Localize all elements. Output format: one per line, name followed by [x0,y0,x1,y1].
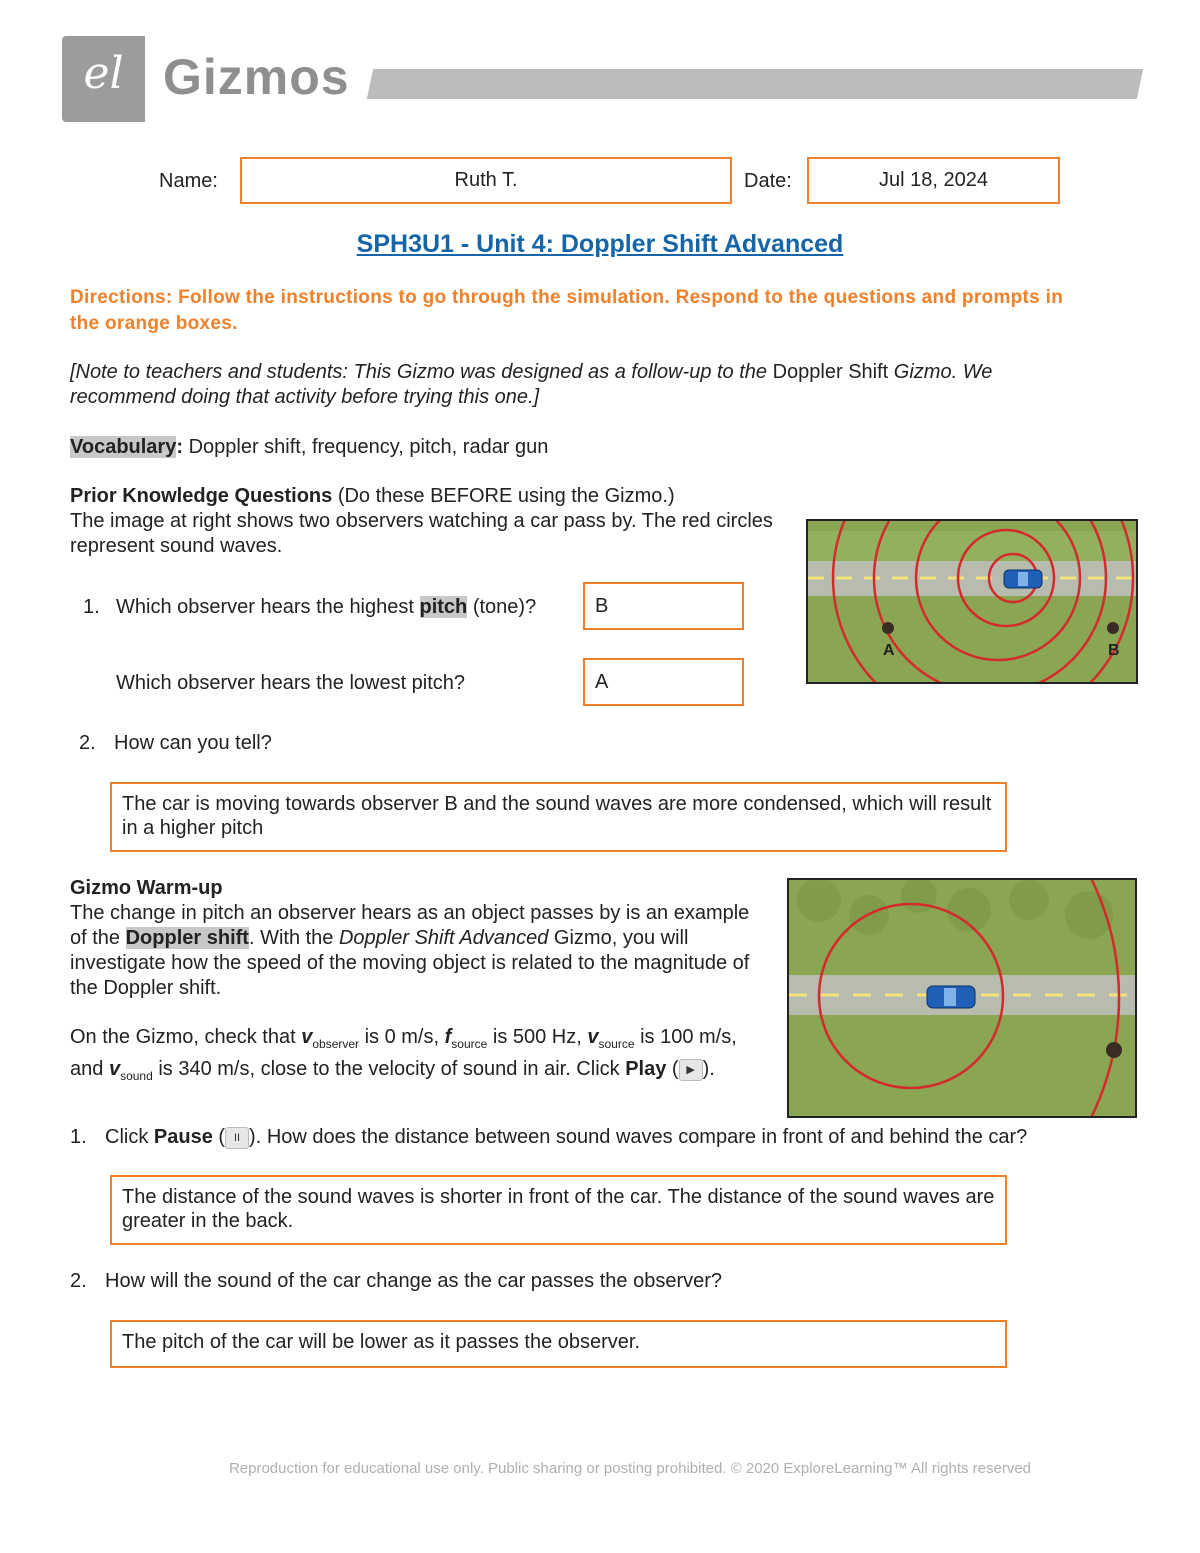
observer-a-label: A [883,642,895,659]
teacher-note [70,360,1100,410]
warmup-p2-a: On the Gizmo, check that [70,1026,302,1048]
note-middle: Doppler Shift [772,361,889,383]
page-title: SPH3U1 - Unit 4: Doppler Shift Advanced [356,230,844,258]
header-bar [367,69,1143,99]
highest-pitch-answer[interactable]: B [583,582,744,630]
note-after: Gizmo. We recommend doing that activity before trying this one.] [70,361,993,408]
warmup-p2-g: ). [702,1058,715,1080]
doppler-image-observers [806,519,1138,684]
play-icon[interactable]: ▶ [679,1059,703,1081]
warmup-paragraph-1 [70,901,770,1001]
prior-q2: How can you tell? [114,732,272,754]
logo-glyph: el [83,48,124,99]
lowest-pitch-answer[interactable]: A [583,658,744,706]
doppler-image-car [787,878,1137,1118]
vocab-text: Doppler shift, frequency, pitch, radar gun [183,436,549,458]
warmup-p2-b: is 0 m/s, [359,1026,445,1048]
warmup-q1-a: Click [105,1126,154,1148]
vocabulary [70,435,548,460]
observer-subscript: observer [312,1037,360,1051]
pause-icon[interactable]: II [225,1127,249,1149]
v-observer-symbol: v [301,1026,313,1048]
name-label: Name: [159,170,218,192]
warmup-p1-a: The change in pitch an observer hears as an object passes by is an example of the [70,902,750,949]
warmup-q2: How will the sound of the car change as the car passes the observer? [105,1270,723,1292]
warmup-q1 [105,1125,1105,1150]
note-before: [Note to teachers and students: This Gizmo was designed as a follow-up to the [70,361,773,383]
date-label: Date: [744,170,792,192]
directions: Directions: Follow the instructions to go through the simulation. Respond to the questions and prompts in the orange boxes. [70,287,1064,334]
v-sound-symbol: v [108,1058,121,1080]
f-source-symbol: f [444,1026,452,1048]
warmup-heading-text: Gizmo Warm-up [70,877,223,899]
f-source-subscript: source [451,1037,488,1051]
prior-heading-title: Prior Knowledge Questions [70,485,333,507]
pause-word: Pause [153,1126,213,1148]
doppler-shift-term: Doppler shift [125,927,249,949]
how-can-you-tell-answer[interactable]: The car is moving towards observer B and the sound waves are more condensed, which will result in a higher pitch [110,782,1007,852]
warmup-q1-number: 1. [70,1126,87,1148]
prior-q1-after: (tone)? [467,596,537,618]
prior-q1-before: Which observer hears the highest [116,596,420,618]
warmup-p2-f: ( [666,1058,679,1080]
observer-b-label: B [1108,642,1120,659]
warmup-p2-c: is 500 Hz, [487,1026,588,1048]
vocab-label: Vocabulary [70,436,177,458]
warmup-q1-b: ( [212,1126,226,1148]
prior-q1-number: 1. [83,596,100,618]
gizmos-brand: Gizmos [163,49,350,105]
play-word: Play [625,1058,667,1080]
prior-q2-number: 2. [79,732,96,754]
prior-heading-note: (Do these BEFORE using the Gizmo.) [332,485,675,507]
warmup-p1-b: . With the [248,927,339,949]
sound-change-answer[interactable]: The pitch of the car will be lower as it passes the observer. [110,1320,1007,1368]
warmup-heading [70,876,223,901]
footer-copyright: Reproduction for educational use only. Public sharing or posting prohibited. © 2020 ExploreLearning™ All rights reserved [228,1460,1032,1477]
distance-comparison-answer[interactable]: The distance of the sound waves is shorter in front of the car. The distance of the sound waves are greater in the back. [110,1175,1007,1245]
prior-q1b: Which observer hears the lowest pitch? [116,672,466,694]
prior-intro: The image at right shows two observers watching a car pass by. The red circles represent sound waves. [70,510,773,557]
name-field[interactable]: Ruth T. [240,157,732,204]
prior-q1 [116,595,536,620]
warmup-p1-italic: Doppler Shift Advanced [338,927,549,949]
warmup-paragraph-2 [70,1025,770,1089]
warmup-q1-c: ). How does the distance between sound waves compare in front of and behind the car? [249,1126,1028,1148]
pitch-term: pitch [419,596,468,618]
prior-heading [70,484,675,509]
v-source-subscript: source [598,1037,635,1051]
warmup-p2-d: is 100 m/s, and [70,1026,737,1080]
date-field[interactable]: Jul 18, 2024 [807,157,1060,204]
v-source-symbol: v [587,1026,599,1048]
sound-subscript: sound [120,1069,153,1083]
observers-scene [808,521,1138,684]
car-scene [789,880,1137,1118]
warmup-q2-number: 2. [70,1270,87,1292]
gizmos-logo-mark [62,36,145,122]
vocab-colon: : [176,436,184,458]
warmup-p1-c: Gizmo, you will investigate how the speed of the moving object is related to the magnitude of the Doppler shift. [70,927,750,999]
warmup-p2-e: is 340 m/s, close to the velocity of sound in air. Click [152,1058,626,1080]
